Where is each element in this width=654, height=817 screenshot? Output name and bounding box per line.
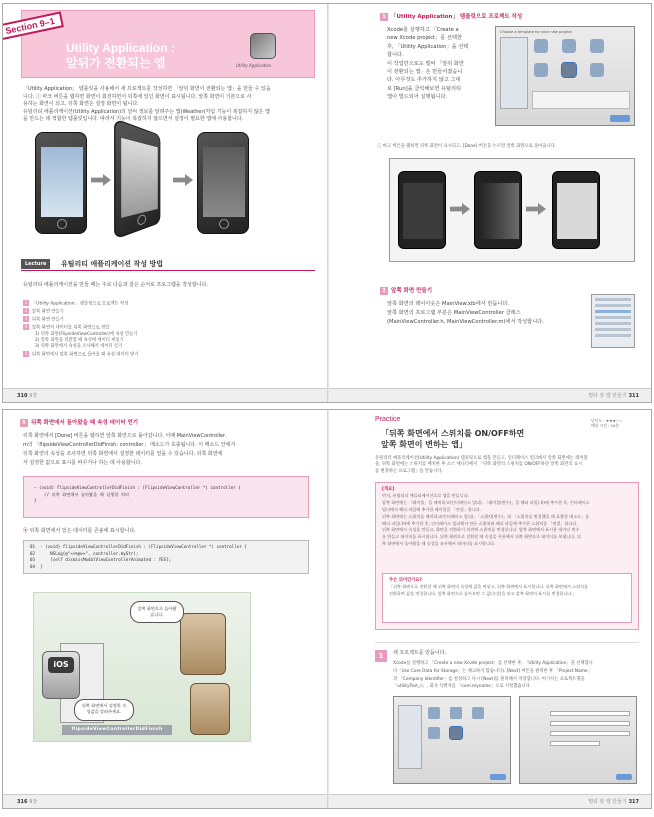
template-sidebar <box>500 37 528 109</box>
step-2-heading: 2 앞쪽 화면 만들기 <box>377 286 432 295</box>
lecture-sub-step: 3) 뒤쪽 화면에서 속성을 조사해서 데이터 얻기 <box>35 344 123 350</box>
arrow-right-icon <box>450 203 470 215</box>
page-317 <box>329 410 652 808</box>
page-footer <box>3 388 327 402</box>
page-footer <box>3 794 327 808</box>
code-snippet-1: – (void) flipsideViewControllerDidFinish : (FlipsideViewController *) controller { // 뒤쪽 화면에서 돌아왔을 때 실행할 처리 } <box>23 476 309 518</box>
lecture-step: 1 「Utility Application」 템플릿으로 프로젝트 작성 <box>24 300 129 307</box>
step-1-caption: ⓘ 마크 버튼을 탭하면 뒤쪽 화면이 표시되고, [Done] 버튼을 누르면 앞쪽 화면으로 돌아옵니다. <box>377 144 557 149</box>
section-title-box <box>21 10 315 78</box>
page-316 <box>3 410 327 808</box>
template-icon <box>562 39 576 53</box>
arrow-right-icon <box>526 203 546 215</box>
practice-intro: 유틸리티 애플리케이션(Utility Application) 템플릿으로 앱을 만들고, 인터페이스 빌더에서 앞쪽 화면에는 레이블 을, 뒤쪽 화면에는 스위치를 배치한 후 소스 에디터에서 「뒤쪽 화면의 스위치를 ON/OFF하면 앞쪽 화면의 표시 를 변경하는 프로그램」을 만듭니다. <box>375 456 588 474</box>
next-button <box>610 115 630 122</box>
example-label: ⦿ 뒤쪽 화면에서 얻은 데이터를 콘솔에 표시합니다. <box>23 528 136 534</box>
page-310 <box>3 4 327 402</box>
bottom-spread <box>2 409 652 809</box>
arrow-right-icon <box>173 174 193 186</box>
intro-line: 유틸리티 애플리케이션(Utility Application)의 날씨 정보를 알려주는 앱(Weather)처럼 기능이 복잡하지 않은 앱 <box>23 108 270 115</box>
template-description <box>532 91 630 109</box>
page-number: 멀티 뷰 앱 만들기 317 <box>588 799 639 805</box>
intro-line: 을 만드는 데 적합한 템플릿입니다. 따라서 기능이 복잡하지 않으면서 설정이 필요한 앱에 사용합니다. <box>23 116 244 122</box>
step-1-instructions: Xcode를 실행하고 「Create a new Xcode project」를 선택한 후, 「Utility Application」을 선택합니 다「Use Core Data for Storage」는 체크하지 않습니다). [Next] 버튼을 클릭한 후 「Project Name」 과 「Company Identifier」를 설정하고 다시 [Next]를 클릭해서 저장합니다. 여기서는 프로젝트명을 「utilityTest_ii」, 회사 식별자를 「com.myname」으로 지정했습니다. <box>393 661 593 690</box>
page-311 <box>329 4 652 402</box>
project-navigator-screenshot <box>591 294 635 348</box>
practice-label: Practice <box>375 416 401 423</box>
xcode-template-dialog <box>495 26 635 126</box>
step-1-title: 새 프로젝트를 만듭니다. <box>393 650 447 656</box>
overview-text: 먼저, 유틸리티 애플리케이션으로 앱을 만듭니다. 앞쪽 화면에는 「레이블」을 배치하고(인터페이스 빌더), 「레이블(변수)」을 헤더 파일(.h)에 추가한 후, 인터페이스 빌더에서 헤더 파일에 추가한 레이블을 「연결」합니다. 뒤쪽 화면에는 스위치를 배치하고(인터페이스 빌더), 「스위치(변수)」와 「스위치를 변경했을 때 호출할 메소드」를 헤더 파일(.h)에 추가한 후, 인터페이스 빌더에서 만든 스위치와 헤더 파일에 추가한 스위치를 「연결」합니다. 뒤쪽 화면에서 속성을 만들고, 화면을 전환하기 직전에 스위치를 변경합니다. 앞쪽 화면에서 표시용 데이터 변수 를 만들고 데이터를 표시합니다. 뒤쪽 화면으로 전환할 때 속성을 사용해서 뒤쪽 화면으로 데이터를 보냅니다. 뒤 쪽 화면에서 돌아왔을 때 속성을 조사해서 데이터를 표시합니다. <box>382 493 590 546</box>
lecture-sub-step: 1) 뒤쪽 화면(FlipsideViewController)에 속성 만들기 <box>35 331 138 337</box>
intro-line: 「Utility Application」 템플릿을 사용해서 새 프로젝트를 작성하면 「앞뒤 화면이 전환되는 앱」을 만들 수 있습 <box>23 86 271 92</box>
robot-right-lower <box>190 683 230 735</box>
template-icon <box>590 39 604 53</box>
overview-box <box>375 482 639 630</box>
template-chooser-screenshot <box>393 696 511 784</box>
project-options-screenshot <box>519 696 637 784</box>
lecture-intro: 유틸리티 애플리케이션을 만들 때는 주로 다음과 같은 순서로 프로그램을 작성합니다. <box>23 282 208 288</box>
lecture-step: 4 앞쪽 화면의 데이터를 뒤쪽 화면으로 전달 <box>24 323 110 331</box>
title-line-1: Utility Application : <box>66 41 175 55</box>
code-snippet-2: 01 - (void) flipsideViewControllerDidFinish : (FlipsideViewController *) controller { 02 NSLog(@"<<%@>>", controller.myStr); 03 [self dismissModalViewControllerAnimated : YES]; 04 } <box>23 540 309 574</box>
tip-title: 무슨 의미인가요? <box>389 578 423 583</box>
icon-caption: Utility Application <box>236 63 272 68</box>
template-icon <box>590 63 604 77</box>
step-1-text: Xcode를 실행하고 「Create a new Xcode project」를 선택한 후, 「Utility Application」을 선택 합니다. 이 작업만으로도 벌써 「앞뒤 화면 이 전환되는 앱」은 만들어졌습니 다. 아무것도 추가하지 않고 그대 로 [Run]을 클릭해보면 유틸리티 앱이 빌드되어 실행됩니다. <box>387 27 469 101</box>
page-footer <box>329 794 652 808</box>
iphone-back-image <box>197 132 249 234</box>
intro-line: 용하는 화면이 되고, 뒤쪽 화면은 설정 화면이 됩니다. <box>23 101 139 107</box>
intro-line: 니다. ⓘ 마크 버튼을 탭하면 화면이 회전하면서 뒤쪽에 있던 화면이 표시됩니다. 앞쪽 화면이 기본으로 사 <box>23 93 252 100</box>
robot-illustration <box>33 592 251 742</box>
utility-template-icon <box>562 63 576 77</box>
ios-label: iOS <box>48 657 74 673</box>
intro-paragraph <box>23 86 313 124</box>
arrow-right-icon <box>91 174 111 186</box>
robot-right-upper <box>180 613 226 675</box>
lecture-step: 5 뒤쪽 화면에서 앞쪽 화면으로 돌아올 때 속성 데이터 받기 <box>24 350 139 358</box>
step-1-heading: 1 「Utility Application」 템플릿으로 프로젝트 작성 <box>377 12 522 21</box>
page-number: 316 9장 <box>17 799 38 805</box>
page-number: 310 9장 <box>17 393 38 399</box>
divider <box>375 642 639 643</box>
title-line-2: 앞뒤가 전환되는 앱 <box>66 56 166 70</box>
page-number: 멀티 뷰 앱 만들기 311 <box>588 393 639 399</box>
page-footer <box>329 388 652 402</box>
iphone-back-screen <box>552 171 600 249</box>
flip-illustration <box>33 122 283 240</box>
lecture-header <box>21 258 315 271</box>
section-title <box>66 41 175 71</box>
template-icon <box>534 39 548 53</box>
practice-meta: 난이도 : ★★★☆☆ 예상 시간 : 10분 <box>591 418 623 429</box>
top-spread <box>2 3 652 403</box>
lecture-step: 2 앞쪽 화면 만들기 <box>24 307 64 315</box>
lecture-tag: Lecture <box>21 259 50 269</box>
practice-title: 「뒤쪽 화면에서 스위치를 ON/OFF하면 앞쪽 화면이 변하는 앱」 <box>381 429 525 449</box>
tip-box <box>382 573 632 623</box>
step-2-text: 앞쪽 화면의 레이아웃은 MainView.xib에서 만듭니다. 앞쪽 화면의 프로그램 부분은 MainViewController 클래스 (MainViewController.h, MainViewController.m)에서 작성합니다. <box>387 301 544 325</box>
overview-title: [개요] <box>382 487 395 492</box>
method-name-label: flipsideViewControllerDidFinish <box>62 725 172 735</box>
section-tag: Section 9–1 <box>3 11 64 40</box>
dialog-title: Choose a template for your new project: <box>500 30 573 34</box>
lecture-sub-step: 2) 앞쪽 화면을 전환할 때 속성에 데이터 써넣기 <box>35 338 124 344</box>
step-5-text: 뒤쪽 화면에서 [Done] 버튼을 탭하면 앞쪽 화면으로 돌아갑니다. 이때 MainViewController. m의 「flipsideViewControllerDidFinish: controller」 메소드가 호출됩니다. 이 메소드 안에서 뒤쪽 화면의 속성을 조사하면 뒤쪽 화면에서 설정한 데이터를 얻을 수 있습니다. 뒤쪽 화면에 서 설정한 값으로 표시를 바꾸거나 하는 데 사용합니다. <box>23 433 236 466</box>
step-number-badge: 1 <box>375 650 387 662</box>
lecture-title: 유틸리티 애플리케이션 작성 방법 <box>61 260 163 268</box>
tip-text: 「뒤쪽 화면으로 전환할 때 뒤쪽 화면의 속성에 값을 써넣고, 뒤쪽 화면에서 표시합니다. 뒤쪽 화면에서 스위치를 전환하면 값을 변경합니다. 앞쪽 화면으로 돌아오면 그 값(속성)을 보고 앞쪽 화면의 표시를 변경합니다.」 <box>389 584 588 597</box>
utility-app-icon <box>250 33 276 59</box>
flip-screenshots <box>389 158 635 262</box>
iphone-flip-screen <box>474 171 522 249</box>
template-icon <box>534 63 548 77</box>
step-5-heading: 5 뒤쪽 화면에서 돌아왔을 때 속성 데이터 얻기 <box>17 418 138 427</box>
speech-bubble: 뒤쪽 화면에서 설정한 속성값을 알려주세요. <box>74 699 134 721</box>
iphone-front-screen <box>398 171 446 249</box>
iphone-flipping-image <box>114 118 160 240</box>
speech-bubble: 앞쪽 화면으로 돌아왔습니다. <box>130 601 184 623</box>
lecture-steps <box>23 300 313 359</box>
lecture-step: 3 뒤쪽 화면 만들기 <box>24 315 64 323</box>
iphone-front-image <box>35 132 87 234</box>
